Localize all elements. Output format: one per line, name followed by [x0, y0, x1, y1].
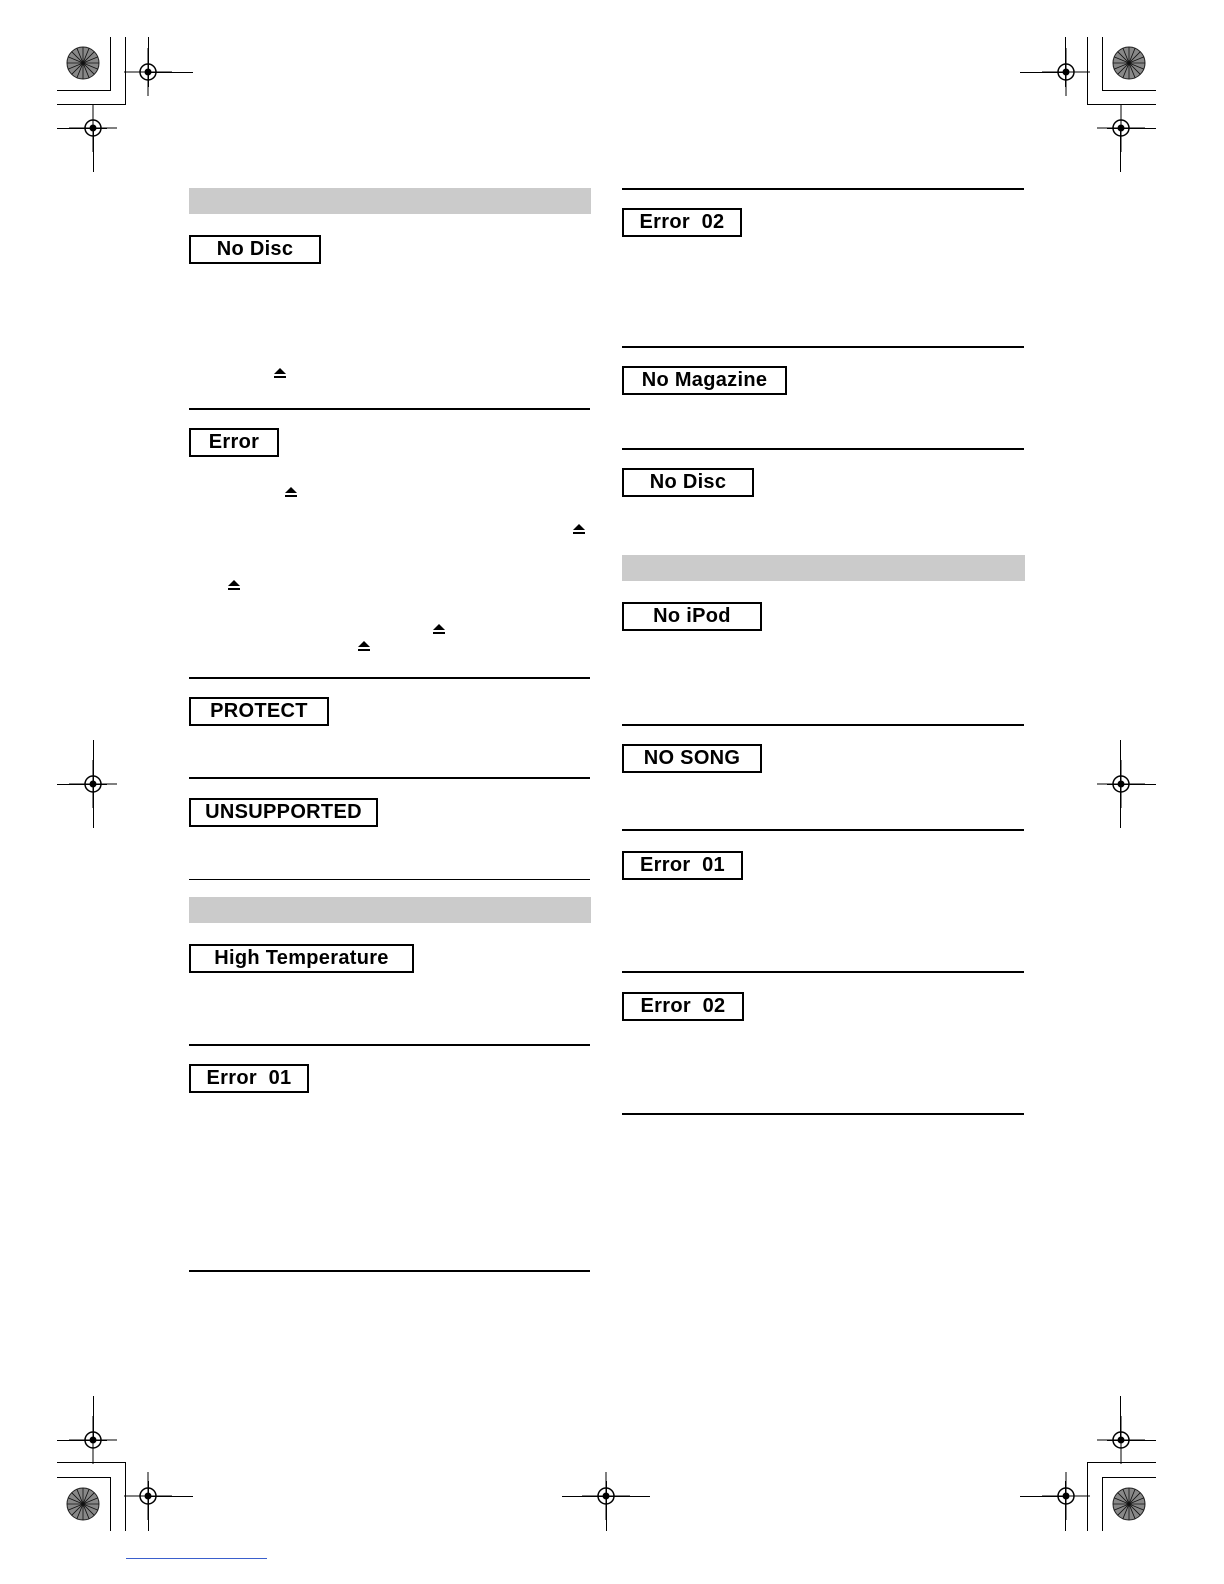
crop-mark — [606, 1481, 607, 1531]
section-divider — [622, 724, 1024, 726]
bleed-line — [126, 1558, 267, 1559]
section-divider — [622, 346, 1024, 348]
eject-icon — [274, 368, 286, 378]
message-label-no-song: NO SONG — [622, 744, 762, 773]
crop-mark — [57, 104, 125, 105]
message-label-error: Error — [189, 428, 279, 457]
eject-icon — [573, 524, 585, 534]
crop-mark — [1102, 1477, 1103, 1531]
message-label-error-02: Error 02 — [622, 208, 742, 237]
crop-mark — [1065, 1481, 1066, 1531]
color-bar-star-icon — [1112, 46, 1146, 80]
section-divider — [189, 1270, 590, 1272]
crop-mark — [57, 1462, 125, 1463]
crop-mark — [57, 90, 111, 91]
crop-mark — [125, 37, 126, 105]
section-divider — [622, 1113, 1024, 1115]
message-label-error-02: Error 02 — [622, 992, 744, 1021]
crop-mark — [1087, 37, 1088, 105]
crop-mark — [110, 37, 111, 91]
crop-mark — [1020, 1496, 1065, 1497]
crop-mark — [148, 72, 193, 73]
eject-icon — [358, 641, 370, 651]
section-divider — [622, 971, 1024, 973]
color-bar-star-icon — [66, 46, 100, 80]
eject-icon — [433, 624, 445, 634]
message-label-no-ipod: No iPod — [622, 602, 762, 631]
crop-mark — [1107, 1440, 1156, 1441]
message-label-protect: PROTECT — [189, 697, 329, 726]
message-label-no-disc: No Disc — [622, 468, 754, 497]
section-divider — [189, 1044, 590, 1046]
crop-mark — [93, 128, 94, 172]
crop-mark — [148, 37, 149, 87]
message-label-unsupported: UNSUPPORTED — [189, 798, 378, 827]
section-divider — [622, 448, 1024, 450]
crop-mark — [57, 128, 107, 129]
section-divider — [189, 408, 590, 410]
section-divider — [622, 188, 1024, 190]
crop-mark — [1120, 128, 1121, 172]
crop-mark — [1102, 37, 1103, 91]
crop-mark — [1087, 104, 1156, 105]
message-label-no-disc: No Disc — [189, 235, 321, 264]
crop-mark — [1020, 72, 1065, 73]
section-divider — [622, 829, 1024, 831]
crop-mark — [1107, 128, 1156, 129]
crop-mark — [148, 1481, 149, 1531]
crop-mark — [1102, 1477, 1156, 1478]
crop-mark — [57, 1477, 111, 1478]
crop-mark — [1107, 784, 1156, 785]
section-divider — [189, 777, 590, 779]
eject-icon — [228, 580, 240, 590]
color-bar-star-icon — [66, 1487, 100, 1521]
crop-mark — [57, 784, 107, 785]
crop-mark — [1102, 90, 1156, 91]
section-divider — [189, 879, 590, 880]
section-header-bar — [189, 188, 591, 214]
message-label-error-01: Error 01 — [622, 851, 743, 880]
crop-mark — [1065, 37, 1066, 87]
crop-mark — [1087, 1462, 1156, 1463]
section-header-bar — [622, 555, 1025, 581]
color-bar-star-icon — [1112, 1487, 1146, 1521]
message-label-no-magazine: No Magazine — [622, 366, 787, 395]
crop-mark — [93, 1396, 94, 1440]
crop-mark — [110, 1477, 111, 1531]
crop-mark — [148, 1496, 193, 1497]
section-divider — [189, 677, 590, 679]
eject-icon — [285, 487, 297, 497]
crop-mark — [57, 1440, 107, 1441]
crop-mark — [1087, 1462, 1088, 1531]
section-header-bar — [189, 897, 591, 923]
message-label-error-01: Error 01 — [189, 1064, 309, 1093]
crop-mark — [1120, 1396, 1121, 1440]
crop-mark — [125, 1462, 126, 1531]
message-label-high-temperature: High Temperature — [189, 944, 414, 973]
